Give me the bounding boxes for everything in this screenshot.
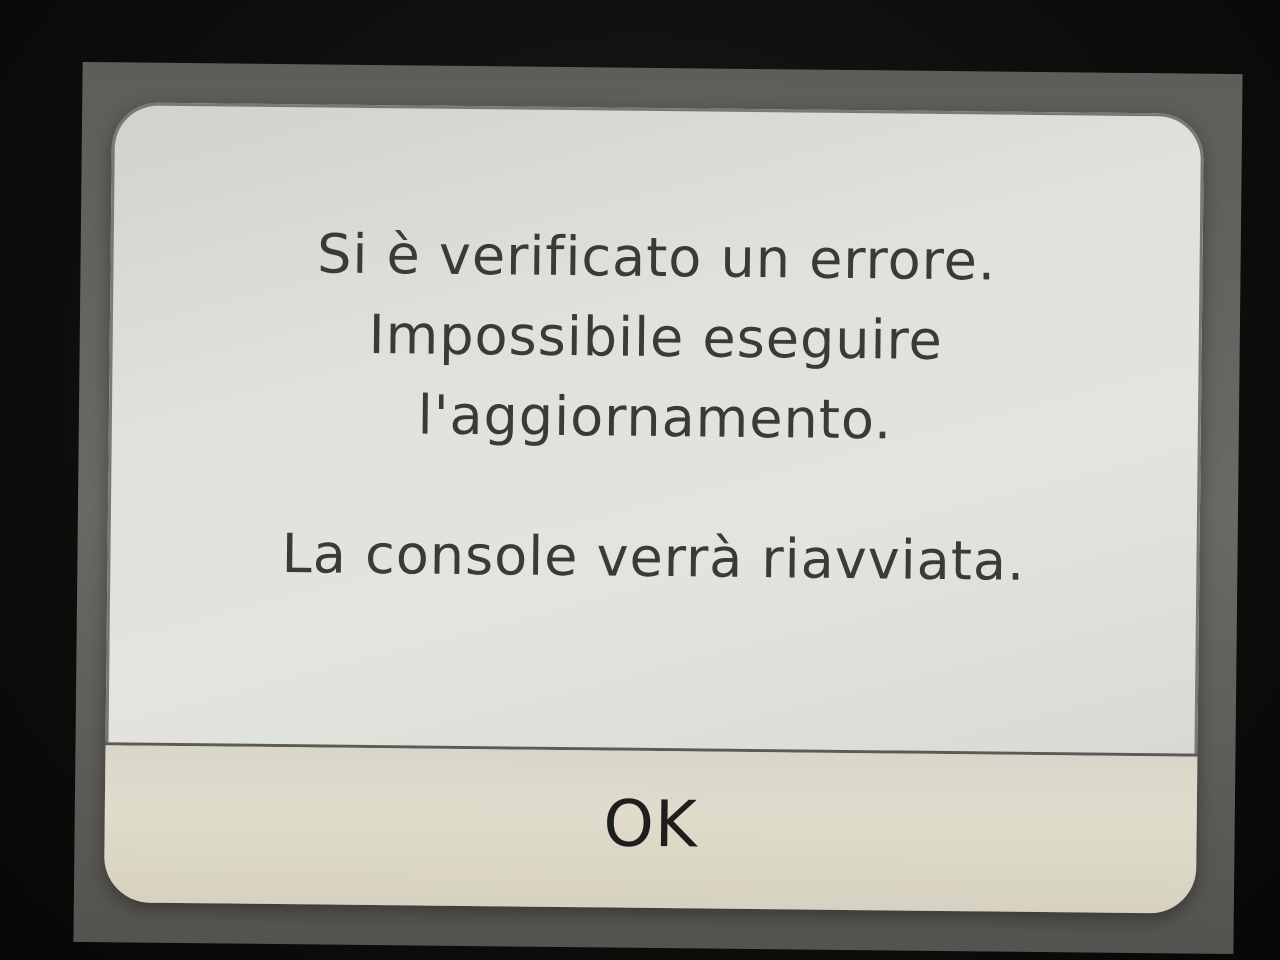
ok-button[interactable]: [104, 745, 1198, 913]
error-dialog: [104, 102, 1204, 913]
error-message-line-3: l'aggiornamento.: [417, 383, 893, 452]
error-message-line-1: Si è verificato un errore.: [316, 222, 997, 293]
error-message-line-2: Impossibile eseguire: [368, 302, 944, 372]
error-message: [107, 212, 1203, 603]
ok-button-label: OK: [603, 786, 699, 862]
screen: [73, 62, 1242, 954]
message-spacer: [108, 452, 1201, 523]
restart-notice: La console verrà riavviata.: [281, 522, 1026, 593]
